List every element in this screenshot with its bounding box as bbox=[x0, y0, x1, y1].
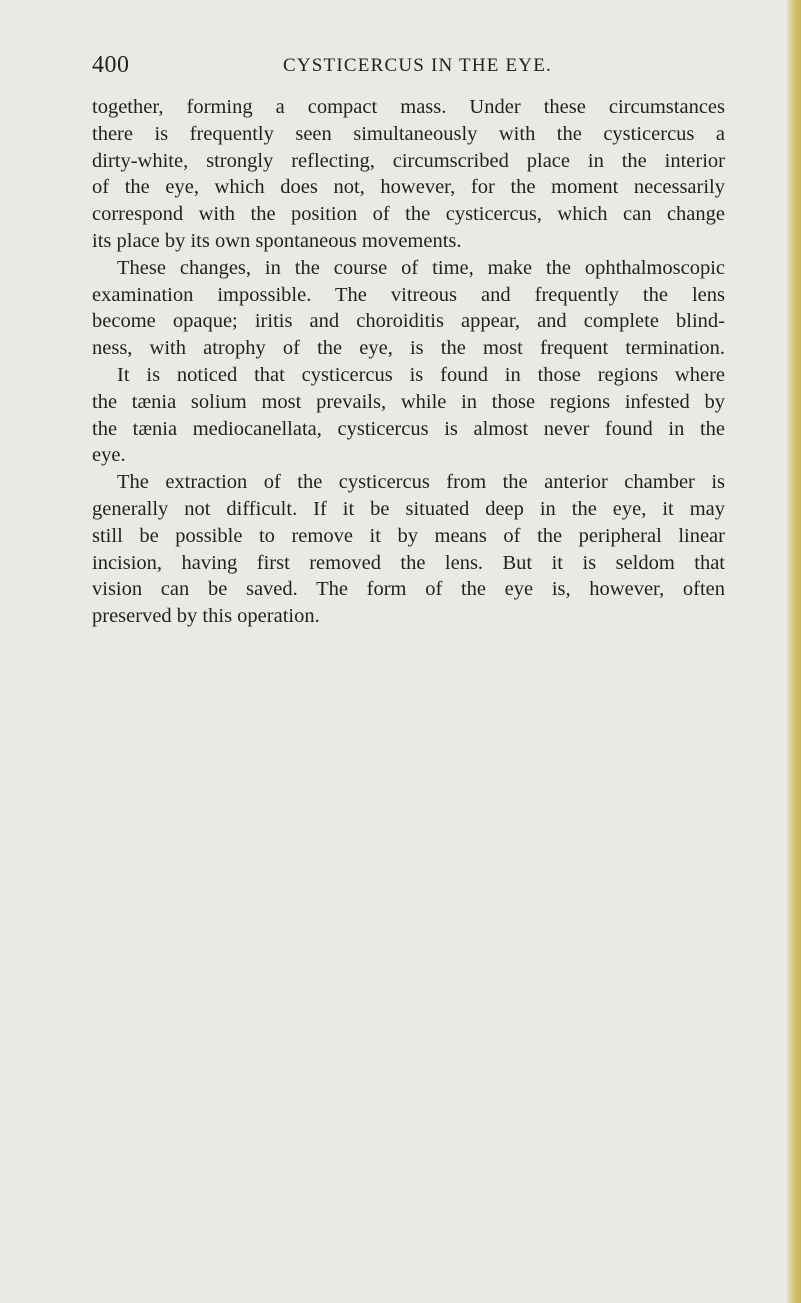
text-line: still be possible to remove it by means of the peripheral linear bbox=[92, 524, 725, 547]
text-line: the tænia solium most prevails, while in those regions infested by bbox=[92, 390, 725, 413]
page-number: 400 bbox=[92, 52, 130, 78]
text-line: ness, with atrophy of the eye, is the most frequent termination. bbox=[92, 337, 725, 360]
text-line: correspond with the position of the cysticercus, which can change bbox=[92, 203, 725, 226]
text-line: eye. bbox=[92, 444, 126, 467]
text-line: incision, having first removed the lens. But it is seldom that bbox=[92, 551, 725, 574]
text-line: the tænia mediocanellata, cysticercus is almost never found in the bbox=[92, 417, 725, 440]
text-line: of the eye, which does not, however, for the moment necessarily bbox=[92, 176, 725, 199]
text-line: The extraction of the cysticercus from the anterior chamber is bbox=[117, 471, 725, 494]
page-edge bbox=[787, 0, 801, 1303]
text-line: become opaque; iritis and choroiditis appear, and complete blind- bbox=[92, 310, 725, 333]
text-line: its place by its own spontaneous movements. bbox=[92, 229, 462, 252]
text-line: preserved by this operation. bbox=[92, 605, 320, 628]
running-head bbox=[92, 52, 722, 80]
text-line: generally not difficult. If it be situated deep in the eye, it may bbox=[92, 497, 725, 520]
text-line: It is noticed that cysticercus is found in those regions where bbox=[117, 363, 725, 386]
text-line: These changes, in the course of time, make the ophthalmoscopic bbox=[117, 256, 725, 279]
text-line: vision can be saved. The form of the eye is, however, often bbox=[92, 578, 725, 601]
body-text bbox=[92, 94, 725, 630]
running-title: CYSTICERCUS IN THE EYE. bbox=[283, 55, 552, 76]
text-line: examination impossible. The vitreous and frequently the lens bbox=[92, 283, 725, 306]
text-line: dirty-white, strongly reflecting, circumscribed place in the interior bbox=[92, 149, 725, 172]
text-line: together, forming a compact mass. Under these circumstances bbox=[92, 96, 725, 118]
text-line: there is frequently seen simultaneously with the cysticercus a bbox=[92, 122, 725, 145]
